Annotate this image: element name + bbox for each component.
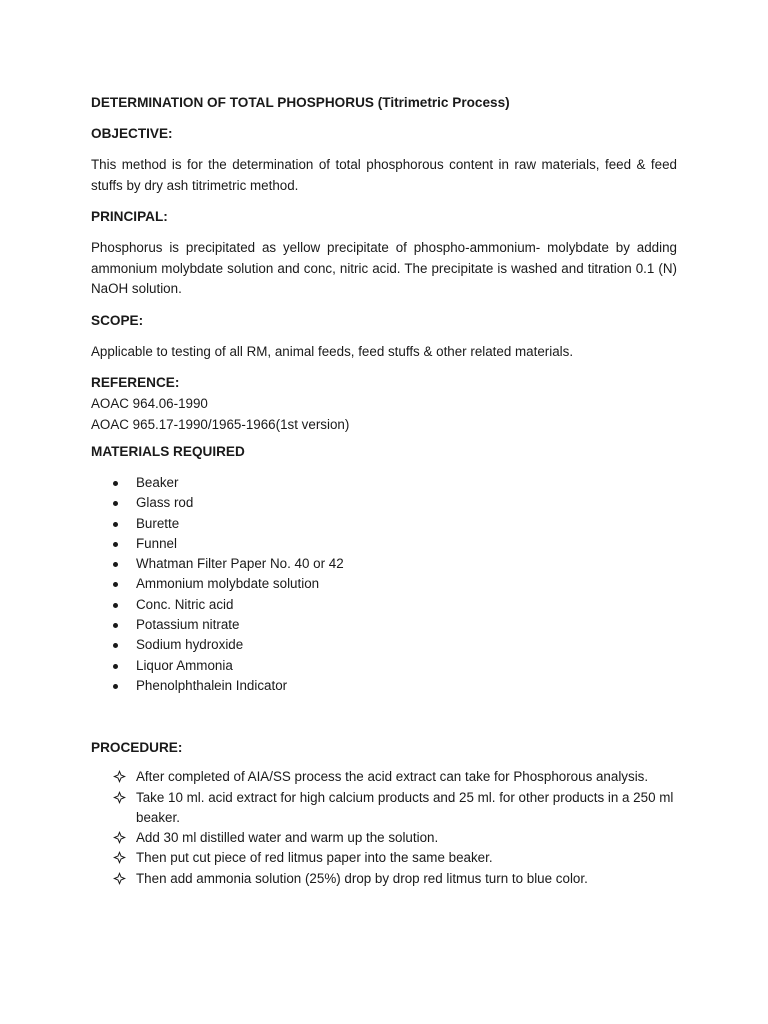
objective-text: This method is for the determination of total phosphorous content in raw materials, feed & feed stuffs by dry ash titrimetric method. <box>91 157 677 193</box>
bullet-icon <box>113 522 118 527</box>
list-item <box>91 493 677 513</box>
list-item <box>91 869 677 889</box>
diamond-bullet-icon <box>113 851 126 864</box>
procedure-step: Then add ammonia solution (25%) drop by drop red litmus turn to blue color. <box>136 870 588 886</box>
bullet-icon <box>113 481 118 486</box>
list-item <box>91 514 677 534</box>
reference-line: AOAC 964.06-1990 <box>91 396 208 411</box>
list-item <box>91 534 677 554</box>
list-item <box>91 656 677 676</box>
bullet-icon <box>113 542 118 547</box>
procedure-list <box>91 767 677 889</box>
materials-heading: MATERIALS REQUIRED <box>91 444 245 459</box>
diamond-bullet-icon <box>113 831 126 844</box>
procedure-step: After completed of AIA/SS process the acid extract can take for Phosphorous analysis. <box>136 769 649 785</box>
bullet-icon <box>113 501 118 506</box>
material-label: Glass rod <box>136 495 194 511</box>
bullet-icon <box>113 562 118 567</box>
bullet-icon <box>113 684 118 689</box>
principal-heading: PRINCIPAL: <box>91 209 168 224</box>
list-item <box>91 788 677 829</box>
reference-line: AOAC 965.17-1990/1965-1966(1st version) <box>91 416 350 432</box>
bullet-icon <box>113 582 118 587</box>
list-item <box>91 676 677 696</box>
principal-text: Phosphorus is precipitated as yellow precipitate of phospho-ammonium- molybdate by adding ammonium molybdate solution and conc, nitric acid. The precipitate is washed and titration 0.1 (N) NaOH solution. <box>91 240 677 296</box>
diamond-bullet-icon <box>113 791 126 804</box>
document-title: DETERMINATION OF TOTAL PHOSPHORUS (Titrimetric Process) <box>91 95 510 110</box>
material-label: Funnel <box>136 535 177 551</box>
list-item <box>91 554 677 574</box>
material-label: Potassium nitrate <box>136 617 240 633</box>
bullet-icon <box>113 664 118 669</box>
material-label: Phenolphthalein Indicator <box>136 677 288 693</box>
material-label: Sodium hydroxide <box>136 637 244 653</box>
procedure-step: Then put cut piece of red litmus paper into the same beaker. <box>136 850 493 866</box>
procedure-heading: PROCEDURE: <box>91 740 183 756</box>
material-label: Liquor Ammonia <box>136 657 233 673</box>
list-item <box>91 767 677 787</box>
list-item <box>91 574 677 594</box>
diamond-bullet-icon <box>113 872 126 885</box>
material-label: Burette <box>136 515 180 531</box>
bullet-icon <box>113 643 118 648</box>
procedure-step: Add 30 ml distilled water and warm up the solution. <box>136 830 439 846</box>
material-label: Conc. Nitric acid <box>136 596 234 612</box>
procedure-step: Take 10 ml. acid extract for high calcium products and 25 ml. for other products in a 250 ml beaker. <box>136 789 674 825</box>
list-item <box>91 635 677 655</box>
reference-list <box>91 394 677 435</box>
scope-heading: SCOPE: <box>91 312 144 328</box>
material-label: Beaker <box>136 475 179 490</box>
material-label: Whatman Filter Paper No. 40 or 42 <box>136 556 344 572</box>
list-item <box>91 595 677 615</box>
list-item <box>91 848 677 868</box>
diamond-bullet-icon <box>113 770 126 783</box>
materials-list <box>91 473 677 696</box>
list-item <box>91 615 677 635</box>
list-item <box>91 828 677 848</box>
bullet-icon <box>113 623 118 628</box>
objective-heading: OBJECTIVE: <box>91 126 173 141</box>
list-item <box>91 473 677 493</box>
reference-heading: REFERENCE: <box>91 375 180 390</box>
material-label: Ammonium molybdate solution <box>136 576 320 592</box>
bullet-icon <box>113 603 118 608</box>
scope-text: Applicable to testing of all RM, animal feeds, feed stuffs & other related materials. <box>91 343 574 359</box>
